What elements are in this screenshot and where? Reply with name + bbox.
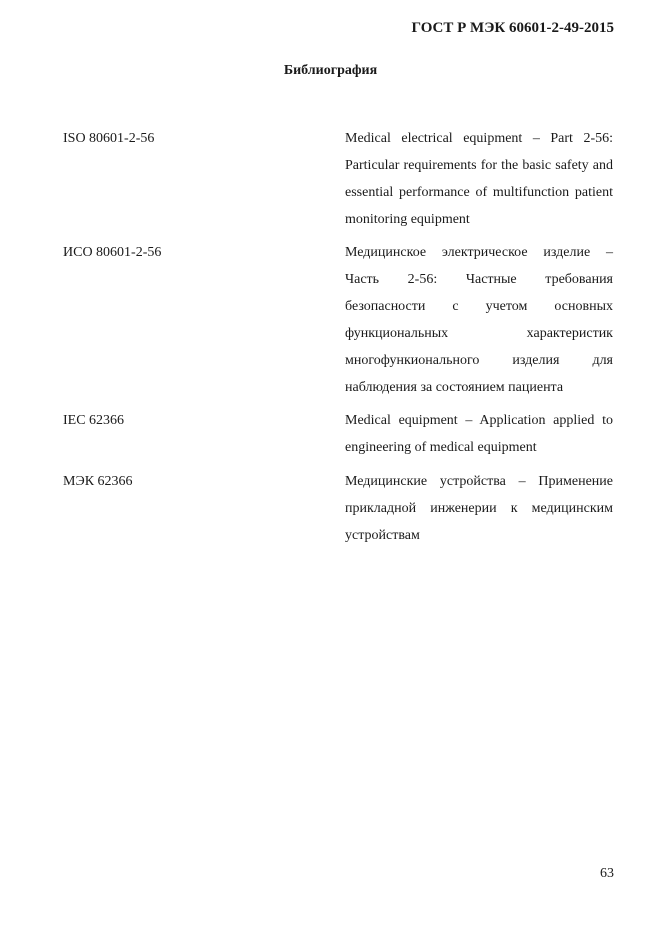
- document-code: ГОСТ Р МЭК 60601-2-49-2015: [411, 20, 614, 36]
- reference-description: Medical equipment – Application applied to engineering of medical equipment: [345, 413, 613, 455]
- reference-description: Медицинское электрическое изделие – Часть 2-56: Частные требования безопасности с учетом основных функциональных характеристик многофункионального изделия для наблюдения за состоянием пациента: [345, 245, 613, 395]
- page-number: 63: [600, 866, 614, 881]
- reference-code: МЭК 62366: [63, 474, 133, 489]
- reference-description: Medical electrical equipment – Part 2-56: Particular requirements for the basic safety and essential performance of multifunction patient monitoring equipment: [345, 131, 613, 227]
- reference-code: ISO 80601-2-56: [63, 131, 155, 146]
- reference-code: IEC 62366: [63, 413, 125, 428]
- reference-code: ИСО 80601-2-56: [63, 245, 162, 260]
- reference-description: Медицинские устройства – Применение прикладной инженерии к медицинским устройствам: [345, 474, 613, 543]
- page-title: Библиография: [283, 63, 378, 78]
